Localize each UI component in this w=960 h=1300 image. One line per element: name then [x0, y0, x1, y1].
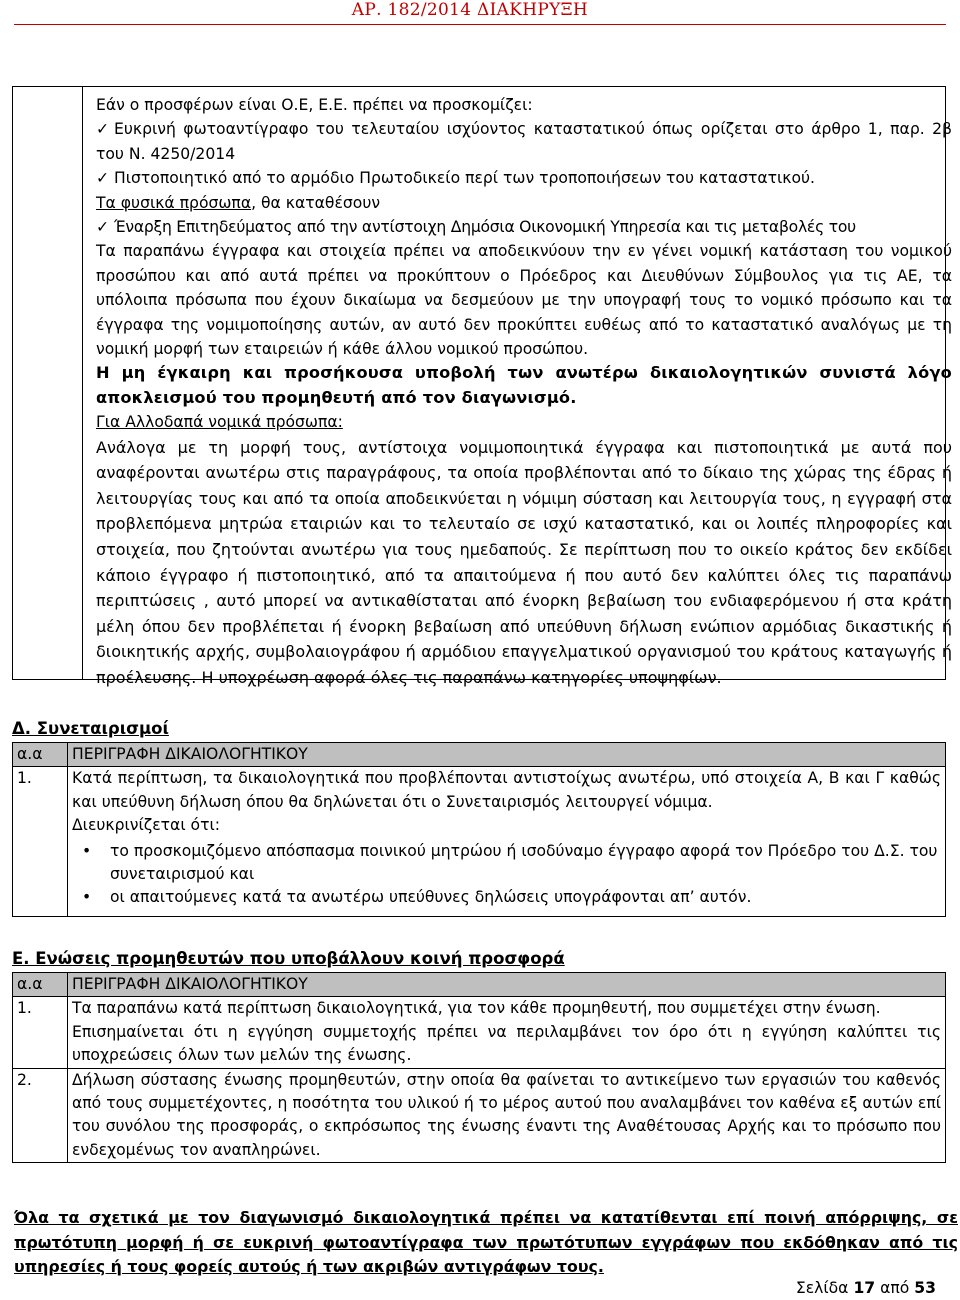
foreign-persons-text: Ανάλογα με τη μορφή τους, αντίστοιχα νομιμοποιητικά έγγραφα και πιστοποιητικά με αυτά που αναφέρονται ανωτέρω στις παραγράφους, τα οποία προβλέπονται από το δίκαιο της χώρας της έδρας ή λειτουργίας τους και από τα οποία αποδεικνύεται η νόμιμη σύσταση και λειτουργία τους, η εγγραφή στα προβλεπόμενα μητρώα εταιριών και το τελευταίο σε ισχύ καταστατικό, και οι λοιπές πληροφορίες και στοιχεία, που ζητούνται ανωτέρω για τους ημεδαπούς. Σε περίπτωση που το οικείο κράτος δεν εκδίδει κάποιο έγγραφο ή πιστοποιητικό, από τα απαιτούμενα ή που αυτό δεν καλύπτει όλες τις παραπάνω περιπτώσεις , αυτό μπορεί να αντικαθίσταται από ένορκη βεβαίωση του ενδιαφερόμενου ή στα κράτη μέλη όπου δεν προβλέπεται ή ένορκη βεβαίωση από υπεύθυνη δήλωση ενώπιον αρμόδιας δικαστικής ή διοικητικής αρχής, συμβολαιογράφου ή αρμόδιου επαγγελματικού οργανισμού του κράτους καταγωγής ή προέλευσης. Η υποχρέωση αφορά όλες τις παραπάνω κατηγορίες υποψηφίων.: [96, 437, 952, 688]
row-number: 1.: [13, 767, 68, 916]
legal-status-paragraph: Τα παραπάνω έγγραφα και στοιχεία πρέπει να αποδεικνύουν την εν γένει νομική κατάσταση του νομικού προσώπου και από αυτά πρέπει να προκύπτουν ο Πρόεδρος και Διευθύνων Σύμβουλος για τις ΑΕ, τα υπόλοιπα πρόσωπα που έχουν δικαίωμα να δεσμεύουν με την υπογραφή τους το νομικό πρόσωπο και τα έγγραφα της νομιμοποίησης αυτών, αν αυτό δεν προκύπτει ευθέως από το καταστατικό αναλόγως με τη νομική μορφή των εταιρειών ή κάθε άλλου νομικού προσώπου.: [96, 242, 952, 359]
check-icon: ✓: [96, 218, 109, 237]
list-item: [72, 840, 941, 887]
row-extra-text: Επισημαίνεται ότι η εγγύηση συμμετοχής πρέπει να περιλαμβάνει τον όρο ότι η εγγύηση καλύπτει τις υποχρεώσεις όλων των μελών της ένωσης.: [72, 1022, 941, 1065]
list-item-text: οι απαιτούμενες κατά τα ανωτέρω υπεύθυνες δηλώσεις υπογράφονται απ’ αυτόν.: [110, 888, 752, 907]
natural-persons-rest: , θα καταθέσουν: [251, 193, 381, 212]
col-number-header: α.α: [13, 743, 68, 767]
page-total: 53: [914, 1279, 936, 1297]
list-item-text: το προσκομιζόμενο απόσπασμα ποινικού μητρώου ή ισοδύναμο έγγραφο αφορά τον Πρόεδρο του Δ.Σ. του συνεταιρισμού και: [110, 841, 938, 884]
check-item-statute: [96, 117, 952, 166]
page-label: Σελίδα: [795, 1279, 849, 1297]
table-row: [13, 767, 946, 916]
section-e-title: Ε. Ενώσεις προμηθευτών που υποβάλλουν κοινή προσφορά: [12, 949, 565, 968]
table-row: [13, 997, 946, 1068]
table-header-row: [13, 973, 946, 997]
row-description: [68, 767, 946, 916]
page-number: [796, 1279, 936, 1297]
clarification-label: Διευκρινίζεται ότι:: [72, 816, 221, 835]
table-header-row: [13, 743, 946, 767]
section-d-title: Δ. Συνεταιρισμοί: [12, 719, 169, 738]
table-row: [13, 1068, 946, 1163]
foreign-persons-heading: Για Αλλοδαπά νομικά πρόσωπα:: [96, 413, 343, 432]
row-description: Δήλωση σύστασης ένωσης προμηθευτών, στην οποία θα φαίνεται το αντικείμενο των εργασιών του καθενός από τους συμμετέχοντες, η ποσότητα του υλικού ή το μέρος αυτού που αναλαμβάνει τον καθένα εξ αυτών επί του συνόλου της προσφοράς, ο εκπρόσωπος της ένωσης έναντι της Αναθέτουσας Αρχής και το πρόσωπο που ενδεχομένως τον αναπληρώνει.: [68, 1068, 946, 1163]
bullet-icon: •: [82, 841, 92, 860]
check-item-business-start-text: Έναρξη Επιτηδεύματος από την αντίστοιχη Δημόσια Οικονομική Υπηρεσία και τις μεταβολές του: [114, 218, 856, 237]
box-column-divider: [82, 87, 83, 679]
section-e-table: [12, 972, 946, 1163]
check-item-certificate-text: Πιστοποιητικό από το αρμόδιο Πρωτοδικείο περί των τροποποιήσεων του καταστατικού.: [114, 169, 815, 188]
natural-persons-line: [96, 191, 952, 215]
check-icon: ✓: [96, 169, 110, 188]
col-description-header: ΠΕΡΙΓΡΑΦΗ ΔΙΚΑΙΟΛΟΓΗΤΙΚΟΥ: [68, 743, 946, 767]
final-note: Όλα τα σχετικά με τον διαγωνισμό δικαιολογητικά πρέπει να κατατίθενται επί ποινή απόρριψης, σε πρωτότυπη μορφή ή σε ευκρινή φωτοαντίγραφα των πρωτότυπων εγγράφων που εκδόθηκαν από τις υπηρεσίες ή τους φορείς αυτούς ή των ακριβών αντιγράφων τους.: [14, 1208, 958, 1276]
bullet-icon: •: [82, 888, 92, 907]
check-item-business-start: [96, 215, 952, 239]
row-number: 1.: [13, 997, 68, 1068]
row-description: [68, 997, 946, 1068]
check-item-certificate: [96, 166, 952, 190]
oe-ee-line: Εάν ο προσφέρων είναι Ο.Ε, Ε.Ε. πρέπει να προσκομίζει:: [96, 96, 533, 114]
list-item: [72, 886, 941, 909]
col-description-header: ΠΕΡΙΓΡΑΦΗ ΔΙΚΑΙΟΛΟΓΗΤΙΚΟΥ: [68, 973, 946, 997]
clarification-list: [72, 840, 941, 910]
natural-persons-heading: Τα φυσικά πρόσωπα: [96, 193, 252, 212]
header-title: ΑΡ. 182/2014 ΔΙΑΚΗΡΥΞΗ: [351, 0, 588, 20]
exclusion-warning: Η μη έγκαιρη και προσήκουσα υποβολή των ανωτέρω δικαιολογητικών συνιστά λόγο αποκλεισμού του προμηθευτή από τον διαγωνισμό.: [96, 363, 952, 407]
row-number: 2.: [13, 1068, 68, 1163]
col-number-header: α.α: [13, 973, 68, 997]
row-text: Κατά περίπτωση, τα δικαιολογητικά που προβλέπονται αντιστοίχως ανωτέρω, υπό στοιχεία Α, Β και Γ καθώς και υπεύθυνη δήλωση όπου θα δηλώνεται ότι ο Συνεταιρισμός λειτουργεί νόμιμα.: [72, 769, 941, 811]
header-divider: [14, 24, 946, 25]
section-d-table: [12, 742, 946, 917]
row-text: Τα παραπάνω κατά περίπτωση δικαιολογητικά, για τον κάθε προμηθευτή, που συμμετέχει στην ένωση.: [72, 999, 881, 1018]
requirements-content: [96, 93, 952, 691]
check-icon: ✓: [96, 120, 110, 139]
page-current: 17: [853, 1279, 876, 1297]
requirements-box: [12, 86, 952, 688]
check-item-statute-text: Ευκρινή φωτοαντίγραφο του τελευταίου ισχύοντος καταστατικού όπως ορίζεται στο άρθρο 1, παρ. 2β του Ν. 4250/2014: [96, 120, 952, 163]
page-of-label: από: [880, 1279, 910, 1297]
